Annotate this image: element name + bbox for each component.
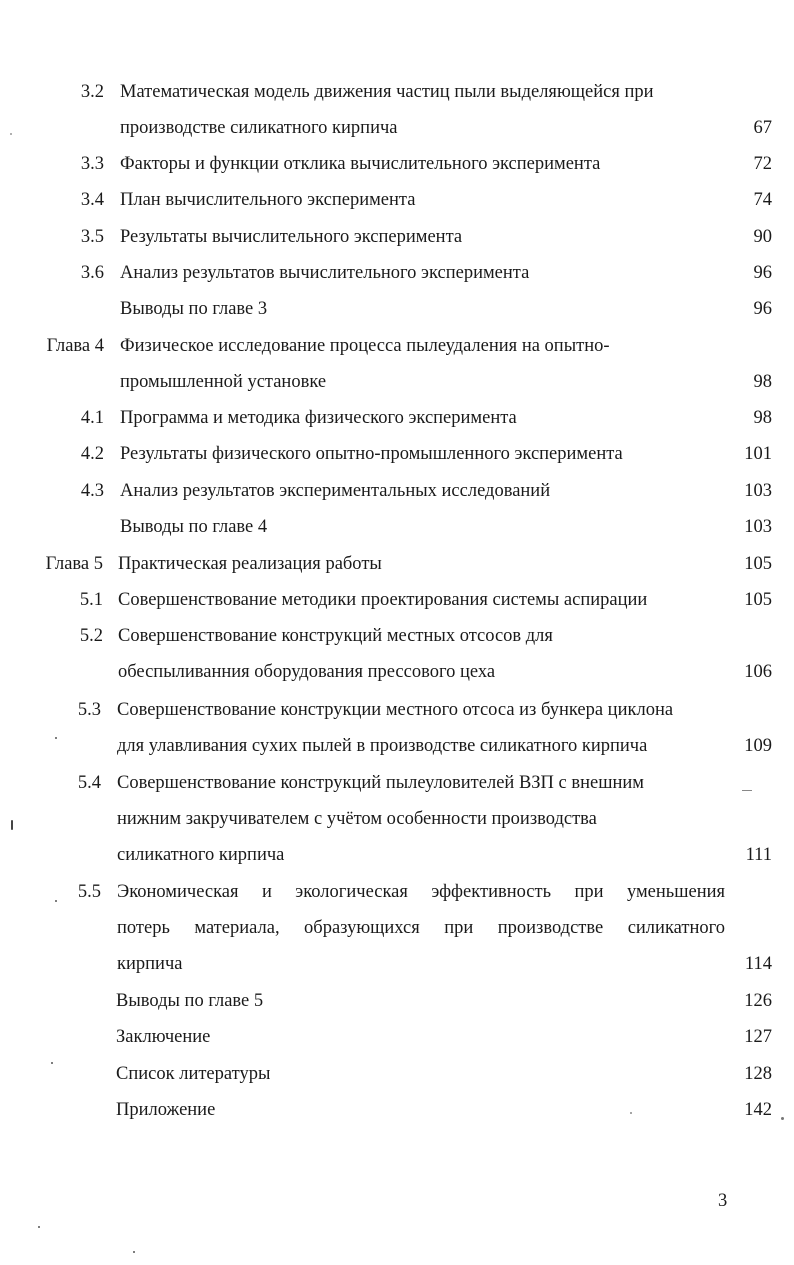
scan-speck xyxy=(133,1251,135,1253)
toc-title-line: Анализ результатов вычислительного эксперимента xyxy=(120,263,530,283)
toc-number: 4.1 xyxy=(80,408,104,428)
toc-title-line: План вычислительного эксперимента xyxy=(120,190,416,210)
toc-title-line: Экономическая и экологическая эффективность при уменьшения xyxy=(117,882,725,902)
toc-title-line: Совершенствование конструкций местных отсосов для xyxy=(118,626,553,646)
toc-title-line: обеспыливанния оборудования прессового цеха xyxy=(118,662,496,682)
toc-page-number: 101 xyxy=(744,444,772,464)
toc-title-line: Совершенствование конструкции местного отсоса из бункера циклона xyxy=(117,700,674,720)
toc-page-number: 98 xyxy=(753,372,772,392)
toc-page-number: 106 xyxy=(744,662,772,682)
toc-title-line: промышленной установке xyxy=(120,372,327,392)
toc-title-line: Выводы по главе 4 xyxy=(120,517,268,537)
toc-title-line: Практическая реализация работы xyxy=(118,554,382,574)
toc-page-number: 98 xyxy=(753,408,772,428)
toc-title-line: Совершенствование конструкций пылеуловителей ВЗП с внешним xyxy=(117,773,644,793)
toc-page-number: 114 xyxy=(744,954,772,974)
toc-number: 3.6 xyxy=(80,263,104,283)
toc-number: 5.4 xyxy=(77,773,101,793)
toc-title-line: Программа и методика физического эксперимента xyxy=(120,408,517,428)
toc-page-number: 111 xyxy=(745,845,772,865)
toc-page-number: 127 xyxy=(744,1027,772,1047)
toc-number: 3.2 xyxy=(80,82,104,102)
toc-number: 3.5 xyxy=(80,227,104,247)
toc-title-line: Факторы и функции отклика вычислительного эксперимента xyxy=(120,154,601,174)
toc-title-line: Выводы по главе 3 xyxy=(120,299,268,319)
toc-number: 3.4 xyxy=(80,190,104,210)
toc-number: 4.3 xyxy=(80,481,104,501)
toc-number: Глава 5 xyxy=(45,554,103,574)
toc-number: 5.1 xyxy=(79,590,103,610)
toc-title-line: потерь материала, образующихся при производстве силикатного xyxy=(117,918,725,938)
toc-page-number: 67 xyxy=(753,118,772,138)
toc-number: 5.5 xyxy=(77,882,101,902)
toc-page-number: 105 xyxy=(744,554,772,574)
scan-speck xyxy=(10,133,12,135)
toc-number: 5.3 xyxy=(77,700,101,720)
scan-speck xyxy=(781,1117,784,1120)
toc-page-number: 103 xyxy=(744,481,772,501)
toc-title-line: Приложение xyxy=(116,1100,216,1120)
scan-speck xyxy=(11,820,13,830)
toc-number: 4.2 xyxy=(80,444,104,464)
scan-speck xyxy=(51,1062,53,1064)
toc-title-line: производстве силикатного кирпича xyxy=(120,118,398,138)
toc-page-number: 90 xyxy=(753,227,772,247)
scan-speck xyxy=(55,900,57,902)
toc-page-number: 103 xyxy=(744,517,772,537)
toc-title-line: Результаты физического опытно-промышленного эксперимента xyxy=(120,444,623,464)
toc-title-line: силикатного кирпича xyxy=(117,845,285,865)
page-number: 3 xyxy=(718,1191,728,1211)
scan-speck xyxy=(55,737,57,739)
toc-title-line: кирпича xyxy=(117,954,183,974)
toc-page-number: 109 xyxy=(744,736,772,756)
toc-page-number: 128 xyxy=(744,1064,772,1084)
toc-page-number: 142 xyxy=(744,1100,772,1120)
toc-title-line: для улавливания сухих пылей в производстве силикатного кирпича xyxy=(117,736,648,756)
toc-title-line: Результаты вычислительного эксперимента xyxy=(120,227,463,247)
scan-speck xyxy=(630,1112,632,1114)
toc-number: Глава 4 xyxy=(46,336,104,356)
toc-title-line: нижним закручивателем с учётом особенности производства xyxy=(117,809,597,829)
toc-page-number: 72 xyxy=(753,154,772,174)
toc-page-number: 96 xyxy=(753,299,772,319)
toc-title-line: Математическая модель движения частиц пыли выделяющейся при xyxy=(120,82,654,102)
scan-speck xyxy=(742,790,752,791)
scan-speck xyxy=(38,1226,40,1228)
toc-title-line: Заключение xyxy=(116,1027,211,1047)
toc-title-line: Совершенствование методики проектирования системы аспирации xyxy=(118,590,648,610)
toc-title-line: Список литературы xyxy=(116,1064,271,1084)
toc-title-line: Анализ результатов экспериментальных исследований xyxy=(120,481,551,501)
toc-page-number: 96 xyxy=(753,263,772,283)
toc-page-number: 74 xyxy=(753,190,772,210)
toc-page-number: 105 xyxy=(744,590,772,610)
toc-number: 3.3 xyxy=(80,154,104,174)
toc-title-line: Физическое исследование процесса пылеудаления на опытно- xyxy=(120,336,610,356)
toc-number: 5.2 xyxy=(79,626,103,646)
toc-page-number: 126 xyxy=(744,991,772,1011)
toc-title-line: Выводы по главе 5 xyxy=(116,991,264,1011)
